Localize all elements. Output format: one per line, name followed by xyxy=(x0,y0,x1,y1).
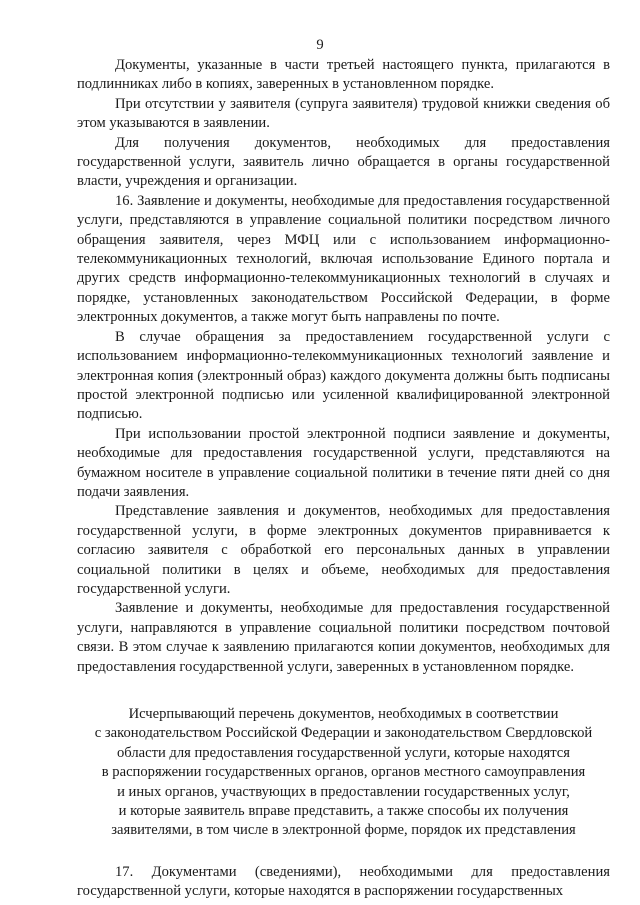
paragraph-item-17: 17. Документами (сведениями), необходимыми для предоставления государственной услуги, которые находятся в распоряжении государственных xyxy=(77,863,610,900)
paragraph-simple-signature: При использовании простой электронной подписи заявление и документы, необходимые для предоставления государственной услуги, представляются на бумажном носителе в управление социальной политики в течение пяти дней со дня подачи заявления. xyxy=(77,425,610,500)
paragraph-item-16: 16. Заявление и документы, необходимые для предоставления государственной услуги, представляются в управление социальной политики посредством личного обращения заявителя, через МФЦ или с использованием информационно-телекоммуникационных технологий, включая использование Единого портала и других средств информационно-телекоммуникационных технологий в случаях и порядке, установленных законодательством Российской Федерации, в форме электронных документов, а также могут быть направлены по почте. xyxy=(77,192,610,326)
heading-line: заявителями, в том числе в электронной форме, порядок их представления xyxy=(111,822,576,839)
paragraph-personal-data-consent: Представление заявления и документов, необходимых для предоставления государственной услуги, в форме электронных документов приравнивается к согласию заявителя с обработкой его персональных данных в управлении социальной политики в целях и объеме, необходимых для предоставления государственной услуги. xyxy=(77,503,610,597)
document-body xyxy=(77,56,610,902)
paragraph-electronic-signature: В случае обращения за предоставлением государственной услуги с использованием информационно-телекоммуникационных технологий заявление и электронная копия (электронный образ) каждого документа должны быть подписаны простой электронной подписью или усиленной квалифицированной электронной подписью. xyxy=(77,328,610,423)
paragraph-postal-submission: Заявление и документы, необходимые для предоставления государственной услуги, направляются в управление социальной политики посредством почтовой связи. В этом случае к заявлению прилагаются копии документов, необходимых для предоставления государственной услуги, заверенных в установленном порядке. xyxy=(77,600,610,675)
heading-line: в распоряжении государственных органов, органов местного самоуправления xyxy=(101,764,586,781)
page-number: 9 xyxy=(316,37,324,53)
paragraph-originals-note: Документы, указанные в части третьей настоящего пункта, прилагаются в подлинниках либо в копиях, заверенных в установленном порядке. xyxy=(77,57,610,93)
section-heading xyxy=(77,705,610,841)
heading-line: с законодательством Российской Федерации и законодательством Свердловской xyxy=(94,725,593,742)
heading-line: области для предоставления государственной услуги, которые находятся xyxy=(117,744,570,761)
heading-line: и иных органов, участвующих в предоставлении государственных услуг, xyxy=(117,783,570,800)
heading-line: и которые заявитель вправе представить, а также способы их получения xyxy=(118,803,569,820)
heading-line: Исчерпывающий перечень документов, необходимых в соответствии xyxy=(128,706,559,722)
paragraph-obtaining-documents: Для получения документов, необходимых для предоставления государственной услуги, заявитель лично обращается в органы государственной власти, учреждения и организации. xyxy=(77,134,610,190)
paragraph-work-book-note: При отсутствии у заявителя (супруга заявителя) трудовой книжки сведения об этом указываются в заявлении. xyxy=(77,95,610,132)
